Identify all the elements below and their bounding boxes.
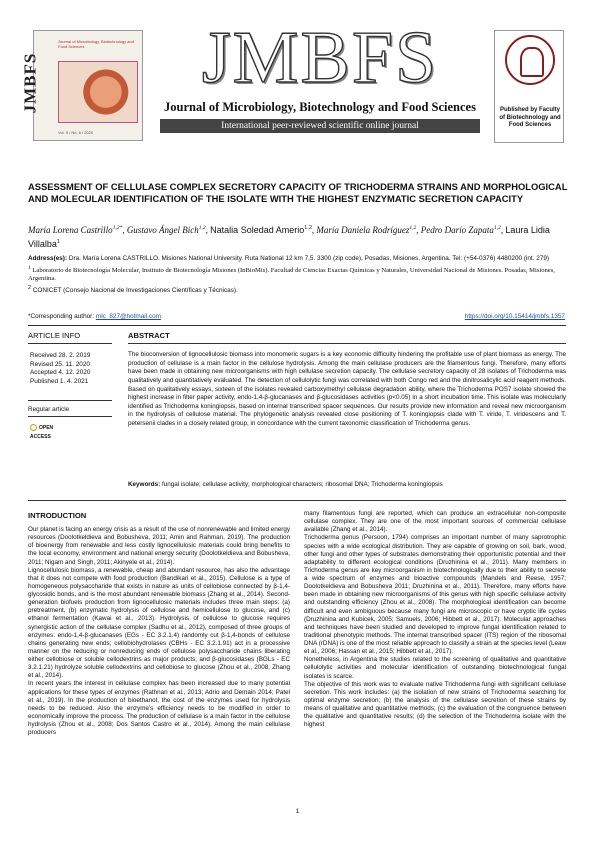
cover-spine-text: JMBFS — [20, 52, 40, 114]
journal-tagline: International peer-reviewed scientific online journal — [160, 119, 480, 133]
author-list: María Lorena Castrillo$^{1,2*}$, Gustavo Ángel Bich$^{1,2}$, Natalia Soledad Amerio$^{1,2}$, María Daniela Rodríguez$^{1,2}$, Pedro Darío Zapata$^{1,2}$, Laura Lidia Villalba$^1$ — [28, 225, 550, 249]
addresses: Address(es): Dra. María Lorena CASTRILLO. Misiones National University. Ruta National 12 km 7,5. 3300 (zip code), Posadas, Misiones, Argentina. Tel: (+54-0376) 4480200 (int. 279) $^1$ Laboratorio de Biotecnología Molecular, Instituto de Biotecnología Misiones (InBioMis). Facultad de Ciencias Exactas Químicas y Naturales, Universidad Nacional de Misiones. Posadas, Misiones, Argentina. $^2$ CONICET (Consejo Nacional de Investigaciones Científicas y Técnicas). — [28, 255, 555, 295]
doi-link[interactable]: https://doi.org/10.15414/jmbfs.1357 — [464, 313, 565, 320]
author: Natalia Soledad Amerio$^{1,2}$ — [210, 225, 312, 235]
address-main: Dra. María Lorena CASTRILLO. Misiones National University. Ruta National 12 km 7,5. 3300 (zip code), Posadas, Misiones, Argentina. Tel: (+54-0376) 4480200 (int. 279) — [68, 255, 550, 262]
page-number: 1 — [295, 808, 300, 815]
article-type: Regular article — [28, 406, 70, 413]
publisher-text: Published by Faculty of Biotechnology and Food Sciences — [499, 107, 561, 128]
affiliation-2: CONICET (Consejo Nacional de Investigaciones Científicas y Técnicas). — [32, 287, 238, 295]
affiliation-1: Laboratorio de Biotecnología Molecular, Instituto de Biotecnología Misiones (InBioMis). Facultad de Ciencias Exactas Químicas y Naturales, Universidad Nacional de Misiones. Posadas, Misiones, Argentina. — [28, 266, 555, 283]
faculty-seal-icon — [505, 35, 555, 85]
journal-cover-thumbnail — [20, 30, 143, 141]
author: Pedro Darío Zapata$^{1,2}$ — [420, 225, 501, 235]
author: Laura Lidia Villalba$^1$ — [28, 225, 550, 249]
author: María Lorena Castrillo$^{1,2*}$ — [28, 225, 123, 235]
article-title: ASSESSMENT OF CELLULASE COMPLEX SECRETORY CAPACITY OF TRICHODERMA STRAINS AND MORPHOLOGICAL AND MOLECULAR IDENTIFICATION OF THE ISOLATE WITH THE HIGHEST ENZYMATIC SECRETION CAPACITY — [28, 181, 568, 204]
open-access-icon — [30, 424, 37, 431]
divider — [128, 343, 566, 344]
paragraph: The objective of this work was to evaluate native Trichoderma fungi with significant cellulase secretion. This work includes: (a) the isolation of new strains of Trichoderma searching for optimal enzyme secretion; (b) the analysis of the cellulase secretion of these strains by means of qualitative and quantitative methods; (c) the evaluation of the congruence between the qualitative and quantitative results; (d) the selection of the Trichoderma isolate with the highest — [304, 680, 566, 729]
paragraph: Trichoderma genus (Persoon, 1794) comprises an important number of many saprotrophic species with a wide ecological distribution. They are capable of growing on soil, bark, wood, other fungi and other types of substrates demonstrating their opportunistic potential and their adaptability to different ecological conditions (Druzhinina et al., 2011). Many members in Trichoderma genus are key microorganism in biotechnologically due to their ability to secrete a wide spectrum of enzymes and bioactive compounds (Mandels and Reese, 1957; Doolotkeldieva and Bobusheva 2011; Druzhinina et al., 2011). Therefore, many efforts have been made in obtaining new microorganisms of this genus with high specific cellulase activity and outstanding efficiency (Zhou et al., 2008). The morphological identification can become difficult and even ambiguous because many fungi are microscopic or have cryptic life cycles (Druzhinina and Kubicek, 2005; Samuels, 2006; Hibbett et al., 2017). Molecular approaches and techniques have been studied and developed to improve fungal identification related to traditional phenotypic methods. The internal transcribed spacer (ITS) region of the ribosomal DNA (rDNA) is one of the most reliable approach to classify a strain at the species level (Leaw et al., 2006; Hassan et al., 2015; Hibbett et al., 2017). — [304, 534, 566, 656]
divider — [28, 400, 112, 401]
journal-name: Journal of Microbiology, Biotechnology and Food Sciences — [164, 100, 476, 114]
cover-issue: Vol. 9 / No. 6 / 2020 — [58, 130, 94, 135]
paragraph: Lignocellulosic biomass, a renewable, cheap and abundant resource, has also the advantage that it does not compete with food production (Bandikari et al., 2015). Cellulose is a type of homogeneous polysaccharide that exists in nature as units of cellobiose connected by β-1,4-glycosidic bonds, and is the most abundant renewable biomass (Zhang et al., 2014). Second-generation biofuels production from lignocellulosic materials includes three main steps: (a) pretreatment, (b) enzymatic hydrolysis of cellulose and hemicellulose to glucose, and (c) ethanol fermentation (Kawai et al., 2013). Hydrolysis of cellulose to glucose requires synergistic action of the cellulase complex (Sadhu et al., 2012), composed of three groups of enzymes: endo-1,4-β-glucanases (EGs - EC 3.2.1.4) randomly cut β-1,4-bonds of cellulose chains generating new ends; cellobiohydrolases (CBHs - EC 3.2.1.91) act in a processive manner on the reducing or nonreducing ends of cellulose polysaccharide chains liberating either cellobiose or soluble cellodextrins as major products; and β-glucosidases (BGLs - EC 3.2.1.21) hydrolyze soluble cellodextrins and cellobiose to glucose (Zhou et al., 2008; Zhang et al., 2014). — [28, 566, 290, 680]
paragraph: Our planet is facing an energy crisis as a result of the use of nonrenewable and limited energy resources (Doolotkeldieva and Bobusheva, 2011; Amin and Rahman, 2019). The production of bioenergy from renewable and less costly lignocellulosic materials could bring benefits to the local economy, environment and national energy security (Doolotkeldieva and Bobusheva, 2011; Nigam and Singh, 2011; Akinyele et al., 2014). — [28, 526, 290, 566]
author: María Daniela Rodríguez$^{1,2}$ — [316, 225, 417, 235]
journal-logo: JMBFS — [201, 17, 439, 99]
divider — [28, 325, 566, 326]
corresponding-email-link[interactable]: mlc_827@hotmail.com — [95, 313, 161, 320]
doi — [420, 313, 565, 320]
open-access-badge: OPEN ACCESS — [30, 425, 54, 440]
paragraph: Nonetheless, in Argentina the studies related to the screening of qualitative and quantitative cellulolytic activities and molecular identification of outstanding biotechnological fungal isolates is scarce. — [304, 656, 566, 680]
divider — [28, 343, 112, 344]
cover-image — [58, 61, 138, 123]
cover-title: Journal of Microbiology, Biotechnology and Food Sciences — [58, 39, 134, 49]
abstract-text: The bioconversion of lignocellulosic biomass into monomeric sugars is a key economic difficulty hindering the profitable use of plant biomass as energy. The production of cellulase is a main factor in the cellulose hydrolysis. Among the main cellulase producers are the filamentous fungi. Therefore, many efforts have been made in obtaining new microorganisms with high cellulase secretion capacity. The cellulase secretory capacity of 28 isolates of Trichoderma was qualitatively and quantitatively evaluated. The detection of cellulolytic fungi was correlated with both Congo red and the dinitrosalicylic acid reagent methods. Based on qualitatively essays, sixteen of the isolates revealed carboxymethyl cellulase degradation ability, where the Trichoderma POS7 isolate showed the highest increase in filter paper activity, endo-1,4-β-glucanases and β-glucosidases activities (p<0.05) in a short incubation time. This isolate was molecularly identified as Trichoderma koningiopsis, based on internal transcribed spacer sequences. Our results provide new information and reveal new microorganism in the hydrolysis of cellulose material. The phylogenetic analysis revealed close positioning of T. koningiopsis clade with T. viride, T. viridescens and T. petersenii clades in a closely related group, in concordance with the current taxonomic classification of Trichoderma genus. — [128, 351, 566, 427]
article-info-heading: ARTICLE INFO — [28, 331, 81, 340]
corresponding-author: *Corresponding author: mlc_827@hotmail.com — [28, 313, 161, 320]
right-column — [304, 510, 566, 729]
publisher-box — [494, 30, 564, 143]
paragraph: many filamentous fungi are reported, which can produce an extracellular non-composite cellulase complex. They are one of the most important sources of commercial cellulase available (Zhang et al., 2014). — [304, 510, 566, 534]
divider — [28, 500, 566, 501]
divider — [28, 416, 112, 417]
article-dates: Received 28. 2. 2019 Revised 25. 11. 2020 Accepted 4. 12. 2020 Published 1. 4. 2021 — [30, 352, 91, 385]
author: Gustavo Ángel Bich$^{1,2}$ — [126, 225, 206, 235]
paragraph: In recent years the interest in cellulase complex has been increased due to many potential applications for these types of enzymes (Rathnan et al., 2013; Adrio and Demain 2014; Patel et al., 2019). In the production of bioethanol, the cost of the enzymes used for hydrolysis needs to be reduced. Also the enzyme's efficiency needs to be modified in order to economically improve the process. The production of cellulase is a main factor in the cellulose hydrolysis (Zhou et al., 2008; Dos Santos Castro et al., 2014). Among the main cellulase producers — [28, 680, 290, 737]
left-column — [28, 526, 290, 737]
introduction-heading: INTRODUCTION — [28, 511, 87, 520]
address-label: Address(es): — [28, 255, 68, 262]
keywords: Keywords: fungal isolate; cellulase activity; morphological characters; ribosomal DNA; Trichoderma koningiopsis — [128, 481, 443, 488]
abstract-heading: ABSTRACT — [128, 331, 170, 340]
